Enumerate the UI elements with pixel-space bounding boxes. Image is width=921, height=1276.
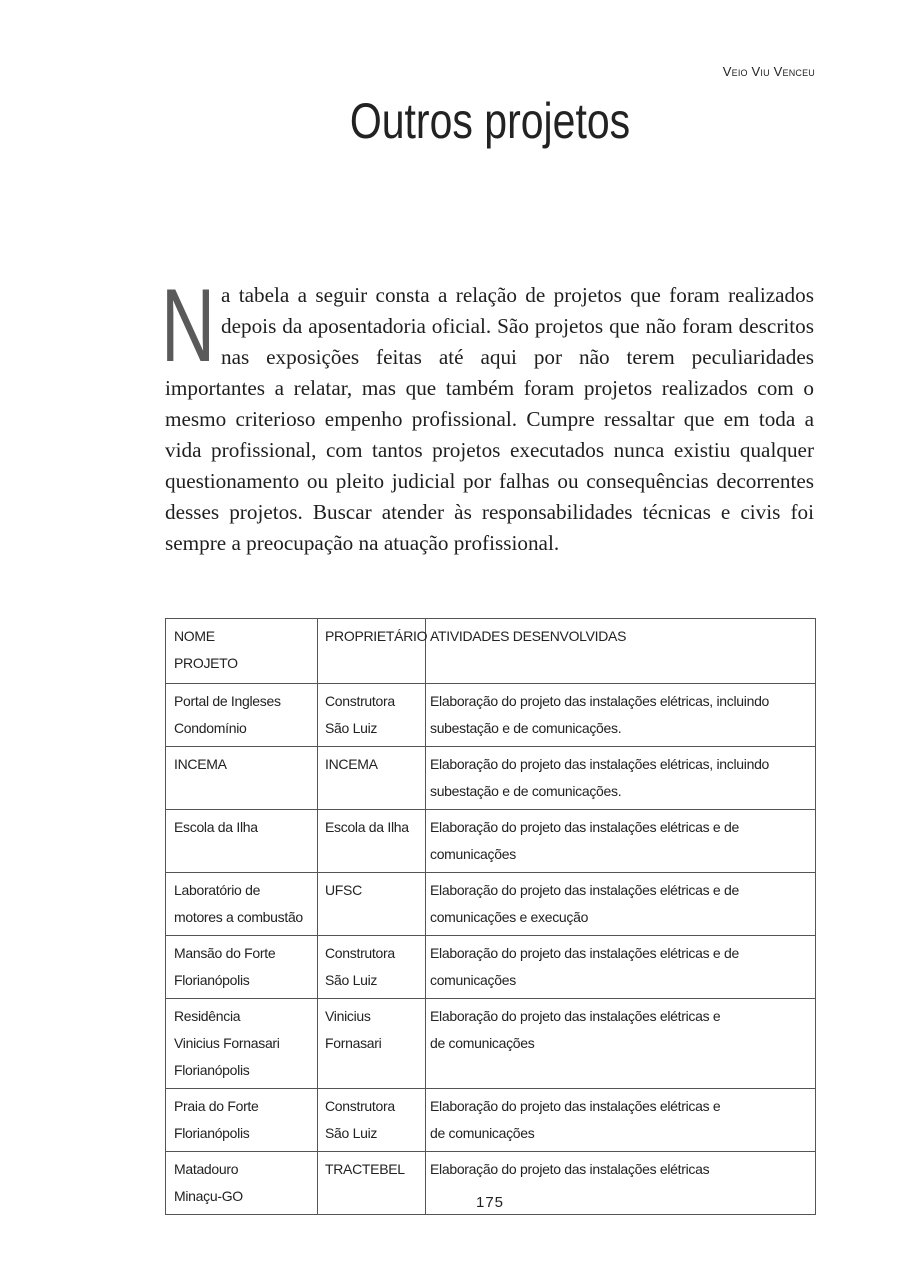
cell-line: Florianópolis <box>174 1125 250 1141</box>
cell-owner <box>318 684 426 747</box>
cell-line: Elaboração do projeto das instalações elétricas e de <box>430 819 739 835</box>
header-activities <box>426 619 816 684</box>
cell-line: Condomínio <box>174 720 247 736</box>
drop-cap: N <box>161 268 216 384</box>
table-row <box>166 684 816 747</box>
cell-line: NOME <box>174 628 215 644</box>
cell-owner <box>318 747 426 810</box>
page-title: Outros projetos <box>349 93 631 149</box>
cell-line: Praia do Forte <box>174 1098 259 1114</box>
table-row <box>166 999 816 1089</box>
cell-line: São Luiz <box>325 972 378 988</box>
cell-owner <box>318 999 426 1089</box>
cell-project-name <box>166 873 318 936</box>
cell-line: Escola da Ilha <box>174 819 258 835</box>
cell-line: Construtora <box>325 1098 395 1114</box>
projects-table <box>165 618 816 1215</box>
cell-line: de comunicações <box>430 1035 535 1051</box>
cell-line: Laboratório de <box>174 882 261 898</box>
cell-line: Construtora <box>325 693 395 709</box>
cell-line: Elaboração do projeto das instalações elétricas, incluindo <box>430 693 770 709</box>
cell-owner <box>318 873 426 936</box>
cell-line: subestação e de comunicações. <box>430 783 622 799</box>
cell-owner <box>318 810 426 873</box>
cell-line: São Luiz <box>325 1125 378 1141</box>
table-row <box>166 1089 816 1152</box>
cell-line: Elaboração do projeto das instalações elétricas e de <box>430 882 739 898</box>
cell-line: TRACTEBEL <box>325 1161 405 1177</box>
cell-line: comunicações <box>430 972 516 988</box>
cell-activities <box>426 936 816 999</box>
table-body <box>166 684 816 1215</box>
cell-line: comunicações e execução <box>430 909 589 925</box>
cell-activities <box>426 1089 816 1152</box>
cell-line: Minaçu-GO <box>174 1188 243 1204</box>
cell-owner <box>318 1089 426 1152</box>
table-header-row <box>166 619 816 684</box>
table-row <box>166 747 816 810</box>
cell-project-name <box>166 747 318 810</box>
cell-line: de comunicações <box>430 1125 535 1141</box>
cell-line: Mansão do Forte <box>174 945 276 961</box>
header-name <box>166 619 318 684</box>
page-number: 175 <box>475 1194 505 1211</box>
cell-line: Florianópolis <box>174 972 250 988</box>
intro-text: a tabela a seguir consta a relação de projetos que foram realizados depois da aposentadoria oficial. São projetos que não foram descritos nas exposições feitas até aqui por não terem peculiaridades importantes a relatar, mas que também foram projetos realizados com o mesmo criterioso empenho profissional. Cumpre ressaltar que em toda a vida profissional, com tantos projetos executados nunca existiu qualquer questionamento ou pleito judicial por falhas ou consequências decorrentes desses projetos. Buscar atender às responsabilidades técnicas e civis foi sempre a preocupação na atuação profissional. <box>165 283 814 555</box>
cell-line: motores a combustão <box>174 909 303 925</box>
cell-line: Vinicius <box>325 1008 371 1024</box>
cell-line: PROJETO <box>174 655 238 671</box>
cell-line: Elaboração do projeto das instalações elétricas e <box>430 1098 721 1114</box>
cell-line: Elaboração do projeto das instalações elétricas <box>430 1161 710 1177</box>
header-owner <box>318 619 426 684</box>
cell-line: Residência <box>174 1008 241 1024</box>
cell-project-name <box>166 936 318 999</box>
cell-line: Elaboração do projeto das instalações elétricas e de <box>430 945 739 961</box>
cell-line: Matadouro <box>174 1161 239 1177</box>
cell-line: Vinicius Fornasari <box>174 1035 280 1051</box>
cell-line: PROPRIETÁRIO <box>325 628 428 644</box>
cell-activities <box>426 684 816 747</box>
cell-line: subestação e de comunicações. <box>430 720 622 736</box>
cell-line: Escola da Ilha <box>325 819 409 835</box>
cell-line: Portal de Ingleses <box>174 693 281 709</box>
cell-project-name <box>166 810 318 873</box>
cell-line: UFSC <box>325 882 362 898</box>
running-head: Veio Viu Venceu <box>722 64 815 79</box>
cell-project-name <box>166 1089 318 1152</box>
cell-owner <box>318 936 426 999</box>
intro-paragraph <box>161 268 814 559</box>
cell-line: Elaboração do projeto das instalações elétricas e <box>430 1008 721 1024</box>
cell-line: Fornasari <box>325 1035 382 1051</box>
cell-line: São Luiz <box>325 720 378 736</box>
cell-line: INCEMA <box>174 756 227 772</box>
cell-line: Florianópolis <box>174 1062 250 1078</box>
cell-activities <box>426 999 816 1089</box>
cell-project-name <box>166 999 318 1089</box>
cell-line: comunicações <box>430 846 516 862</box>
cell-line: Elaboração do projeto das instalações elétricas, incluindo <box>430 756 770 772</box>
cell-line: Construtora <box>325 945 395 961</box>
table-row <box>166 936 816 999</box>
cell-line: INCEMA <box>325 756 378 772</box>
cell-line: ATIVIDADES DESENVOLVIDAS <box>430 628 627 644</box>
cell-activities <box>426 747 816 810</box>
cell-project-name <box>166 684 318 747</box>
table-row <box>166 873 816 936</box>
table-row <box>166 810 816 873</box>
cell-activities <box>426 873 816 936</box>
cell-activities <box>426 810 816 873</box>
